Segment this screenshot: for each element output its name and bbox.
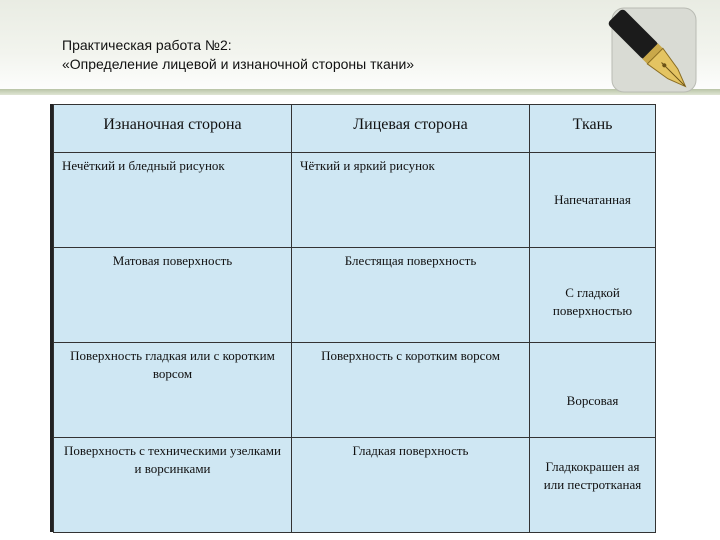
face-cell: Поверхность с коротким ворсом <box>292 343 530 438</box>
face-cell: Гладкая поверхность <box>292 438 530 533</box>
fountain-pen-icon <box>598 4 708 104</box>
fabric-label: Гладкокрашен ая или пестротканая <box>543 459 642 492</box>
reverse-cell: Поверхность гладкая или с коротким ворсом <box>54 343 292 438</box>
column-header-reverse: Изнаночная сторона <box>54 105 292 153</box>
column-header-face: Лицевая сторона <box>292 105 530 153</box>
face-cell: Блестящая поверхность <box>292 248 530 343</box>
fabric-table <box>53 104 656 533</box>
fabric-cell <box>530 438 656 533</box>
fabric-cell <box>530 343 656 438</box>
reverse-cell: Нечёткий и бледный рисунок <box>54 153 292 248</box>
reverse-cell: Матовая поверхность <box>54 248 292 343</box>
title-line-1: Практическая работа №2: <box>62 37 232 53</box>
reverse-cell: Поверхность с техническими узелками и ворсинками <box>54 438 292 533</box>
column-header-fabric: Ткань <box>530 105 656 153</box>
table-row <box>54 153 656 248</box>
fabric-label: С гладкой поверхностью <box>552 285 633 318</box>
table-row <box>54 343 656 438</box>
fabric-label: Напечатанная <box>554 192 631 207</box>
table-row <box>54 438 656 533</box>
fabric-cell <box>530 248 656 343</box>
fabric-cell <box>530 153 656 248</box>
face-cell: Чёткий и яркий рисунок <box>292 153 530 248</box>
slide-title <box>62 36 582 74</box>
table-row <box>54 248 656 343</box>
table-header-row <box>54 105 656 153</box>
fabric-label: Ворсовая <box>566 393 619 408</box>
title-line-2: «Определение лицевой и изнаночной стороны ткани» <box>62 56 415 72</box>
